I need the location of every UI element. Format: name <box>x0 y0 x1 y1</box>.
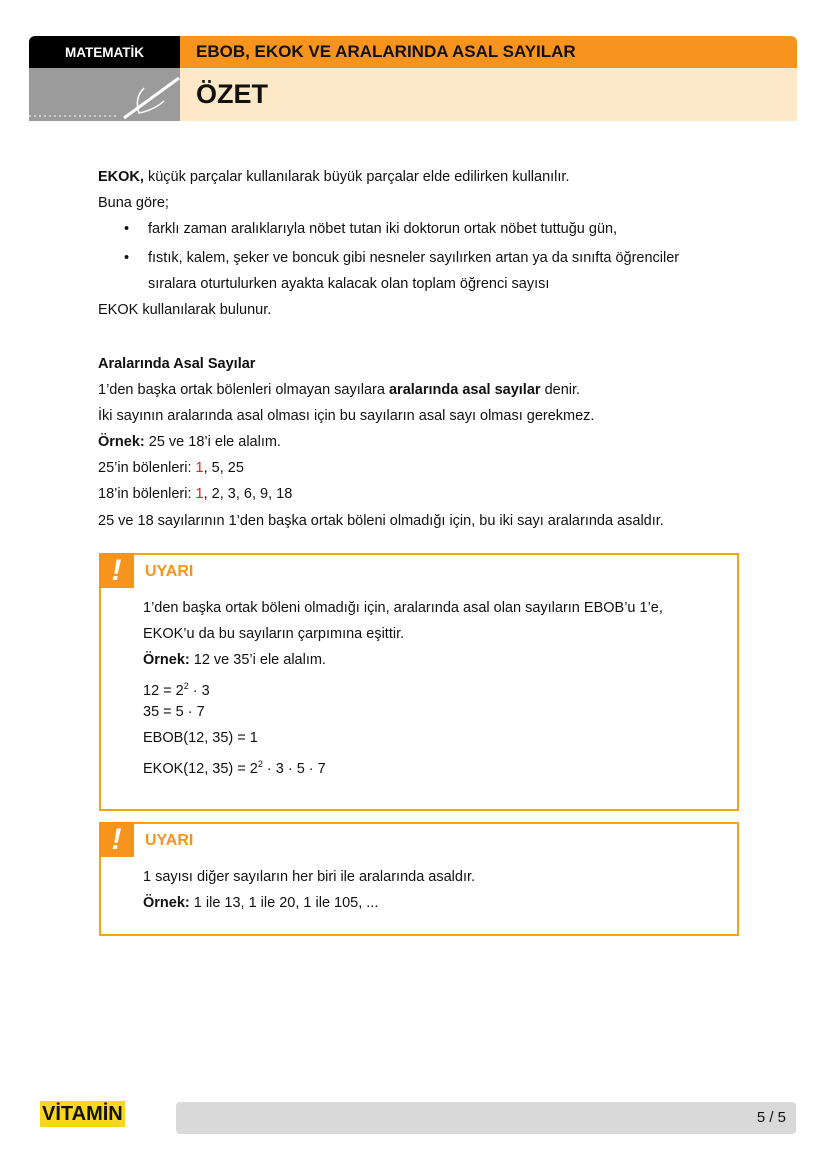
text: EKOK’u da bu sayıların çarpımına eşittir. <box>143 626 405 642</box>
warning-box-2 <box>99 822 739 936</box>
topic-title: EBOB, EKOK VE ARALARINDA ASAL SAYILAR <box>180 36 797 68</box>
text: 1 sayısı diğer sayıların her biri ile aralarında asaldır. <box>143 869 476 885</box>
bullet: • <box>124 221 130 237</box>
definition: 1’den başka ortak bölenleri olmayan sayılara aralarında asal sayılar denir. <box>98 382 581 398</box>
ekok-line: EKOK, küçük parçalar kullanılarak büyük parçalar elde edilirken kullanılır. <box>98 169 570 185</box>
vitamin-logo: VİTAMİN <box>42 1103 123 1125</box>
page-number: 5 / 5 <box>756 1109 786 1126</box>
text: Buna göre; <box>98 195 169 211</box>
subject-label: MATEMATİK <box>29 36 180 68</box>
factor-12: $12 = 2^2 \cdot 3$ <box>143 681 210 699</box>
factor-35: 35 = 5 · 7 <box>143 704 205 720</box>
text: EKOK kullanılarak bulunur. <box>98 302 272 318</box>
exclamation-icon: ! <box>99 822 134 857</box>
text: 25 ve 18 sayılarının 1’den başka ortak böleni olmadığı için, bu iki sayı aralarında asaldır. <box>98 513 664 529</box>
bullet-text: sıralara oturtulurken ayakta kalacak olan toplam öğrenci sayısı <box>148 276 550 292</box>
bullet-text: farklı zaman aralıklarıyla nöbet tutan iki doktorun ortak nöbet tuttuğu gün, <box>148 221 618 237</box>
divisors-25: 25’in bölenleri: 1, 5, 25 <box>98 460 244 476</box>
writing-hand-icon <box>29 68 180 121</box>
ebob: EBOB(12, 35) = 1 <box>143 730 258 746</box>
divisors-18: 18’in bölenleri: 1, 2, 3, 6, 9, 18 <box>98 486 293 502</box>
footer-bar <box>176 1102 796 1134</box>
section-heading: Aralarında Asal Sayılar <box>98 356 256 372</box>
page-title: ÖZET <box>180 68 797 121</box>
bullet-text: fıstık, kalem, şeker ve boncuk gibi nesneler sayılırken artan ya da sınıfta öğrenciler <box>148 250 680 266</box>
example: Örnek: 1 ile 13, 1 ile 20, 1 ile 105, ... <box>143 895 379 911</box>
warning-title: UYARI <box>145 563 194 580</box>
text: İki sayının aralarında asal olması için bu sayıların asal sayı olması gerekmez. <box>98 408 595 424</box>
warning-title: UYARI <box>145 832 194 849</box>
bullet: • <box>124 250 130 266</box>
ekok: EKOK(12, $35) = 2^2 \cdot 3 \cdot 5 \cdot 7$ <box>143 759 326 777</box>
warning-box-1 <box>99 553 739 811</box>
example: Örnek: 25 ve 18’i ele alalım. <box>98 434 281 450</box>
exclamation-icon: ! <box>99 553 134 588</box>
text: 1’den başka ortak böleni olmadığı için, aralarında asal olan sayıların EBOB’u 1’e, <box>143 600 663 616</box>
example: Örnek: 12 ve 35’i ele alalım. <box>143 652 326 668</box>
